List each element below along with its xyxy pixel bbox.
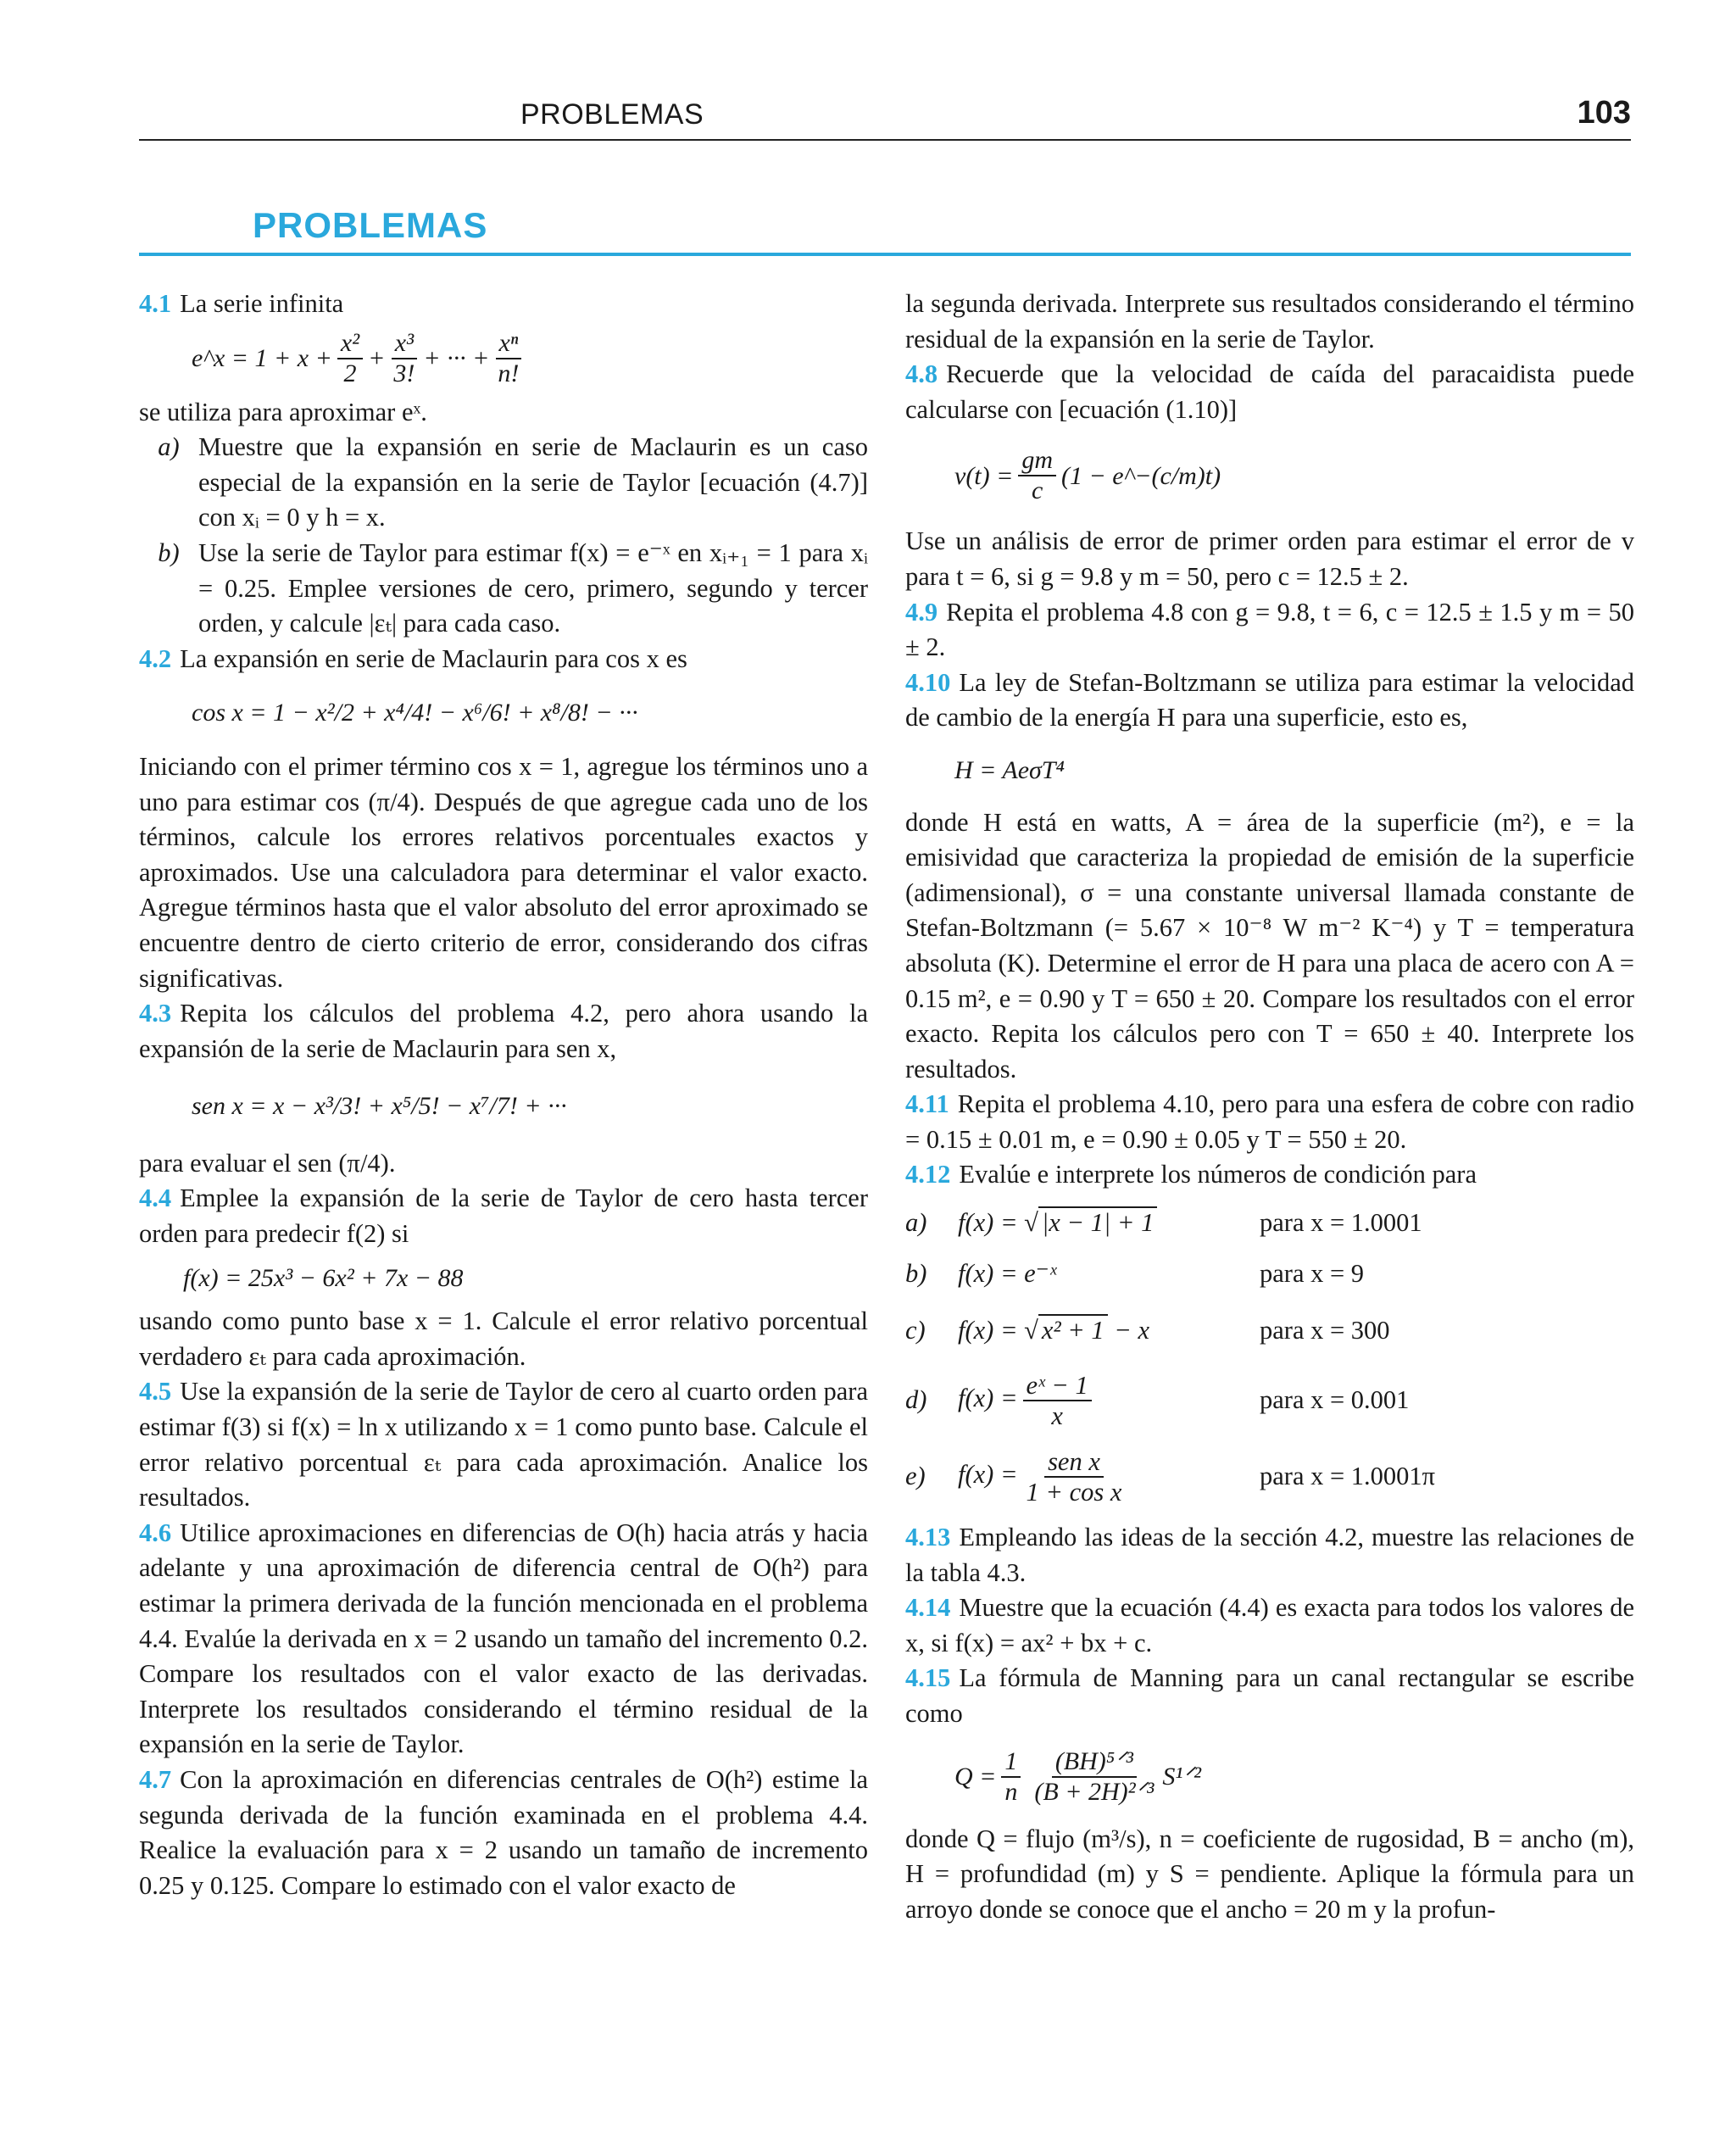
problem-4-14 xyxy=(905,1590,1634,1661)
denominator: 3! xyxy=(393,359,415,387)
problem-number: 4.9 xyxy=(905,597,938,627)
denominator: (B + 2H)²ᐟ³ xyxy=(1034,1777,1155,1806)
numerator: x² xyxy=(337,329,363,359)
denominator: 2 xyxy=(343,359,357,387)
condition-item-e xyxy=(905,1439,1634,1515)
problem-text: para evaluar el sen (π/4). xyxy=(139,1148,396,1178)
problem-text: usando como punto base x = 1. Calcule el error relativo porcentual verdadero εₜ para cada aproximación. xyxy=(139,1306,868,1371)
denominator: n! xyxy=(498,359,520,387)
problem-text: donde Q = flujo (m³/s), n = coeficiente de rugosidad, B = ancho (m), H = profundidad (m) y S = pendiente. Aplique la fórmula para un arroyo donde se conoce que el ancho = 20 m y la profun- xyxy=(905,1824,1634,1924)
condition-label: a) xyxy=(905,1208,927,1238)
equation-velocity xyxy=(954,446,1634,505)
problem-text: Repita el problema 4.8 con g = 9.8, t = 6, c = 12.5 ± 1.5 y m = 50 ± 2. xyxy=(905,597,1634,662)
equation-cos-series: cos x = 1 − x²/2 + x⁴/4! − x⁶/6! + x⁸/8! − ··· xyxy=(192,699,638,727)
problem-number: 4.11 xyxy=(905,1089,949,1119)
problem-4-6 xyxy=(139,1516,868,1763)
condition-item-d xyxy=(905,1362,1634,1439)
equation-part: + ··· + xyxy=(423,343,490,372)
problem-4-3 xyxy=(139,996,868,1067)
equation-part: S¹ᐟ² xyxy=(1162,1762,1202,1791)
condition-label: e) xyxy=(905,1462,926,1491)
problem-text: La serie infinita xyxy=(180,289,344,318)
subitem-label: a) xyxy=(158,432,180,462)
problem-4-15 xyxy=(905,1661,1634,1731)
subitem-label: b) xyxy=(158,538,180,567)
problem-number: 4.10 xyxy=(905,667,951,697)
right-column xyxy=(905,287,1634,1927)
denominator: n xyxy=(1004,1777,1018,1806)
denominator: c xyxy=(1032,476,1043,505)
problem-4-1 xyxy=(139,287,868,322)
problem-text: La fórmula de Manning para un canal rectangular se escribe como xyxy=(905,1663,1634,1729)
problem-text: La expansión en serie de Maclaurin para cos x es xyxy=(180,643,687,673)
condition-point: para x = 9 xyxy=(1260,1259,1365,1289)
condition-item-b xyxy=(905,1249,1634,1300)
fraction xyxy=(1001,1747,1021,1807)
condition-point: para x = 1.0001 xyxy=(1260,1208,1422,1238)
section-heading xyxy=(139,205,1631,256)
running-title: PROBLEMAS xyxy=(520,98,704,131)
problem-4-9 xyxy=(905,595,1634,666)
equation-part: e^x = 1 + x + xyxy=(192,343,332,372)
fraction xyxy=(1018,446,1056,505)
equation-stefan-boltzmann: H = AeσT⁴ xyxy=(954,755,1065,784)
condition-function: f(x) = $\frac{\text{sen x}}{\text{1 + cos x}}$ xyxy=(958,1447,1260,1507)
condition-function: f(x) = √ x² + 1 − x xyxy=(958,1316,1150,1345)
condition-point: para x = 300 xyxy=(1260,1316,1390,1345)
problem-4-13 xyxy=(905,1520,1634,1590)
condition-label: c) xyxy=(905,1316,926,1345)
problem-4-11 xyxy=(905,1087,1634,1157)
problem-number: 4.12 xyxy=(905,1160,951,1189)
problem-text: se utiliza para aproximar eˣ. xyxy=(139,397,427,426)
numerator: gm xyxy=(1018,446,1056,476)
problem-text: Use la expansión de la serie de Taylor de cero al cuarto orden para estimar f(3) si f(x) = ln x utilizando x = 1 como punto base. Calcule el error relativo porcentual εₜ para cada aproximación. Analice los resultados. xyxy=(139,1377,868,1512)
running-header xyxy=(139,95,1631,141)
problem-text: Con la aproximación en diferencias centrales de O(h²) estime la segunda derivada de la función examinada en el problema 4.4. Realice la evaluación para x = 2 usando un tamaño de incremento 0.25 y 0.125. Compare lo estimado con el valor exacto de xyxy=(139,1764,868,1900)
radicand: x² + 1 xyxy=(1038,1314,1108,1345)
problem-number: 4.8 xyxy=(905,359,938,389)
numerator: sen x xyxy=(1044,1447,1104,1478)
problem-text: la segunda derivada. Interprete sus resultados considerando el término residual de la expansión en la serie de Taylor. xyxy=(905,289,1634,354)
fraction xyxy=(1023,1371,1092,1430)
equation-exp-series: e^x = 1 + x + $\frac{\text{x²}}{2}$ + $\frac{\text{x³}}{3!}$ + ··· + $\frac{\text{xⁿ}}{n!}$ xyxy=(192,329,868,388)
problem-number: 4.15 xyxy=(905,1663,951,1693)
numerator: x³ xyxy=(392,329,417,359)
problem-text: Repita los cálculos del problema 4.2, pero ahora usando la expansión de la serie de Maclaurin para sen x, xyxy=(139,999,868,1063)
numerator: eˣ − 1 xyxy=(1023,1371,1092,1401)
condition-label: d) xyxy=(905,1385,927,1415)
fraction xyxy=(337,329,363,388)
fraction xyxy=(1023,1447,1126,1507)
fraction xyxy=(390,329,418,388)
page-number: 103 xyxy=(1577,95,1631,131)
problem-number: 4.6 xyxy=(139,1518,172,1547)
problem-4-4 xyxy=(139,1181,868,1251)
problem-text: Emplee la expansión de la serie de Taylor de cero hasta tercer orden para predecir f(2) si xyxy=(139,1184,868,1249)
equation-part: v(t) = xyxy=(954,461,1014,490)
problem-4-8 xyxy=(905,357,1634,427)
equation-part: Q = xyxy=(954,1762,997,1791)
problem-4-2 xyxy=(139,642,868,677)
problem-text: Repita el problema 4.10, pero para una esfera de cobre con radio = 0.15 ± 0.01 m, e = 0.90 ± 0.05 y T = 550 ± 20. xyxy=(905,1089,1634,1154)
problem-text: Iniciando con el primer término cos x = 1, agregue los términos uno a uno para estimar cos (π/4). Después de que agregue cada uno de los términos, calcule los errores relativos porcentuales exactos y aproximados. Use una calculadora para determinar el valor exacto. Agregue términos hasta que el valor absoluto del error aproximado se encuentre dentro de cierto criterio de error, considerando dos cifras significativas. xyxy=(139,751,868,993)
condition-item-c xyxy=(905,1300,1634,1362)
problem-text: Recuerde que la velocidad de caída del paracaidista puede calcularse con [ecuación (1.10)] xyxy=(905,359,1634,424)
problem-text: Use un análisis de error de primer orden para estimar el error de v para t = 6, si g = 9.8 y m = 50, pero c = 12.5 ± 2. xyxy=(905,526,1634,591)
condition-point: para x = 1.0001π xyxy=(1260,1462,1436,1491)
equation-part: (1 − e^−(c/m)t) xyxy=(1061,461,1221,490)
left-column xyxy=(139,287,868,1903)
problem-4-5 xyxy=(139,1374,868,1515)
subitem-b xyxy=(139,536,868,642)
subitem-text: Use la serie de Taylor para estimar f(x) = e⁻ˣ en xᵢ₊₁ = 1 para xᵢ = 0.25. Emplee versiones de cero, primero, segundo y tercer orden, y calcule |εₜ| para cada caso. xyxy=(198,538,868,638)
denominator: 1 + cos x xyxy=(1026,1478,1122,1507)
numerator: xⁿ xyxy=(496,329,522,359)
problem-number: 4.14 xyxy=(905,1593,951,1623)
section-title: PROBLEMAS xyxy=(253,205,488,245)
problem-number: 4.13 xyxy=(905,1523,951,1552)
fraction xyxy=(494,329,522,388)
numerator: 1 xyxy=(1001,1747,1021,1778)
problem-number: 4.4 xyxy=(139,1184,172,1213)
denominator: x xyxy=(1051,1401,1063,1431)
equation-polynomial: f(x) = 25x³ − 6x² + 7x − 88 xyxy=(183,1263,464,1292)
condition-list xyxy=(905,1198,1634,1515)
condition-function: f(x) = √ |x − 1| + 1 xyxy=(958,1206,1260,1241)
subitem-text: Muestre que la expansión en serie de Maclaurin es un caso especial de la expansión en la serie de Taylor [ecuación (4.7)] con xᵢ = 0 y h = x. xyxy=(198,432,868,532)
problem-text: La ley de Stefan-Boltzmann se utiliza para estimar la velocidad de cambio de la energía H para una superficie, esto es, xyxy=(905,667,1634,732)
condition-function: f(x) = $\frac{\text{eˣ − 1}}{x}$ xyxy=(958,1371,1260,1430)
subitem-a xyxy=(139,430,868,536)
condition-label: b) xyxy=(905,1259,927,1289)
problem-number: 4.3 xyxy=(139,999,172,1028)
problem-text: Muestre que la ecuación (4.4) es exacta para todos los valores de x, si f(x) = ax² + bx + c. xyxy=(905,1593,1634,1657)
problem-number: 4.1 xyxy=(139,289,172,318)
radicand: |x − 1| + 1 xyxy=(1038,1206,1157,1237)
problem-text: Evalúe e interprete los números de condición para xyxy=(959,1160,1477,1189)
numerator: (BH)⁵ᐟ³ xyxy=(1052,1747,1137,1778)
problem-4-12 xyxy=(905,1157,1634,1193)
problem-4-7 xyxy=(139,1763,868,1903)
equation-manning xyxy=(954,1747,1634,1807)
problem-text: Utilice aproximaciones en diferencias de O(h) hacia atrás y hacia adelante y una aproximación de diferencia central de O(h²) para estimar la primera derivada de la función mencionada en el problema 4.4. Evalúe la derivada en x = 2 usando un tamaño del incremento 0.2. Compare los resultados con el valor exacto de las derivadas. Interprete los resultados considerando el término residual de la expansión en la serie de Taylor. xyxy=(139,1518,868,1759)
problem-number: 4.7 xyxy=(139,1764,172,1794)
condition-item-a xyxy=(905,1198,1634,1249)
fraction xyxy=(1031,1747,1157,1807)
condition-point: para x = 0.001 xyxy=(1260,1385,1410,1415)
problem-4-10 xyxy=(905,666,1634,736)
equation-sin-series: sen x = x − x³/3! + x⁵/5! − x⁷/7! + ··· xyxy=(192,1092,567,1121)
problem-text: donde H está en watts, A = área de la superficie (m²), e = la emisividad que caracteriza la propiedad de emisión de la superficie (adimensional), σ = una constante universal llamada constante de Stefan-Boltzmann (= 5.67 × 10⁻⁸ W m⁻² K⁻⁴) y T = temperatura absoluta (K). Determine el error de H para una placa de acero con A = 0.15 m², e = 0.90 y T = 650 ± 20. Compare los resultados con el error exacto. Repita los cálculos pero con T = 650 ± 40. Interprete los resultados. xyxy=(905,807,1634,1083)
condition-function: f(x) = e⁻ˣ xyxy=(958,1259,1057,1289)
problem-text: Empleando las ideas de la sección 4.2, muestre las relaciones de la tabla 4.3. xyxy=(905,1523,1634,1587)
problem-number: 4.2 xyxy=(139,643,172,673)
problem-number: 4.5 xyxy=(139,1377,172,1406)
